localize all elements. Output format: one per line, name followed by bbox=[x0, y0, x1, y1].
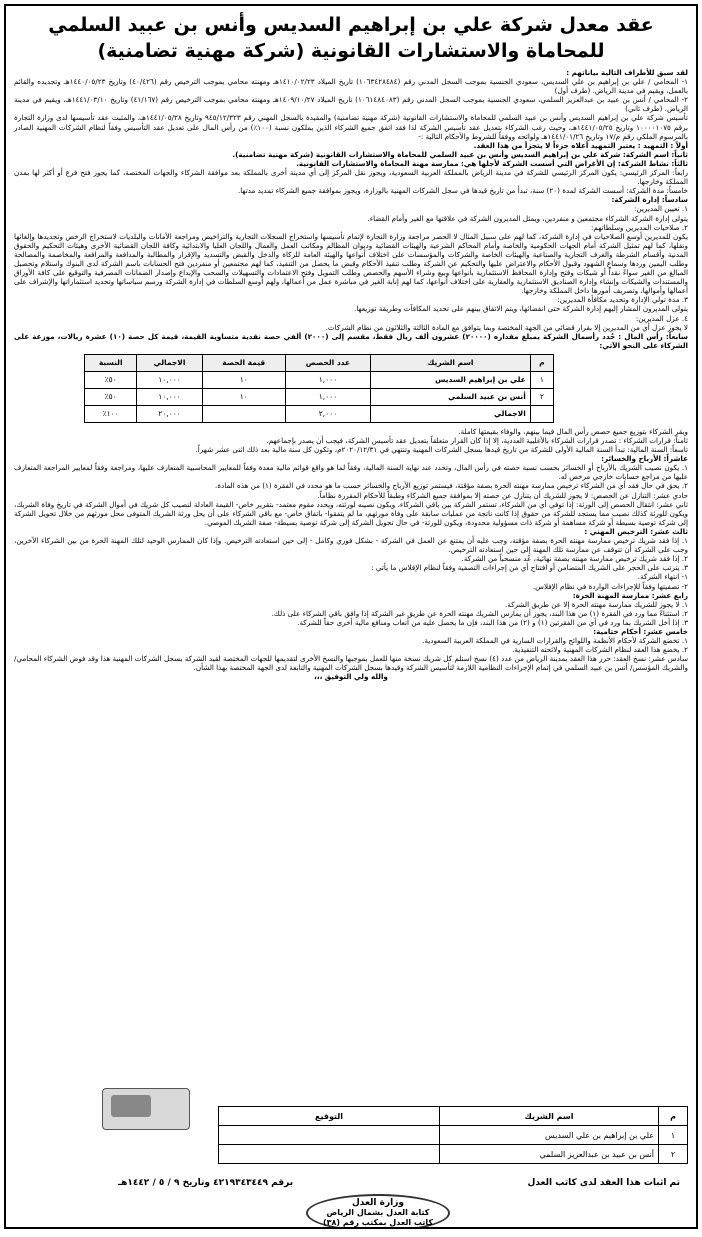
sig-cell-index: ٢ bbox=[659, 1145, 688, 1164]
article-8: ثامناً: قرارات الشركاء : تصدر قرارات الشركاء بالأغلبية العددية، إلا إذا كان القرار متعلقاً بتعديل عقد تأسيس الشركة، فيجب أن يصدر بإجماعهم. bbox=[266, 436, 688, 445]
article-15: خامس عشر: أحكام ختامية: bbox=[593, 626, 688, 636]
cell-total-label: الاجمالي bbox=[371, 405, 531, 422]
article-13-1: ١. إذا فقد شريك ترخيص ممارسة مهنته الحرة بصفة مؤقتة، وجب عليه أن يمتنع عن العمل في الشركة - بشكل فوري وكامل - إلى حين استعادته الترخيص. وإذا كان الممارس الوحيد لتلك المهنة الحرة من بين الشركاء الآخرين، وجب على الشركة أن تتوقف عن ممارسة تلك المهنة إلى حين استعادته الترخيص. bbox=[14, 536, 688, 555]
col-share-value: قيمة الحصة bbox=[202, 354, 285, 371]
notary-seal-icon bbox=[306, 1194, 450, 1229]
article-3: ثالثاً: نشاط الشركة: إن الأغراض التي أسست الشركة لأجلها هي: ممارسة مهنة المحاماة والاستشارات القانونية. bbox=[296, 158, 688, 168]
table-total-row bbox=[85, 405, 554, 422]
article-2: ثانياً: اسم الشركة: شركة علي بن إبراهيم السديس وأنس بن عبيد السلمي للمحاماة والاستشارات القانونية (شركة مهنية تضامنية). bbox=[232, 149, 688, 159]
article-1: أولاً : التمهيد : يعتبر التمهيد أعلاه جزءاً لا يتجزأ من هذا العقد. bbox=[473, 140, 688, 150]
capital-shares-table bbox=[84, 354, 554, 423]
party-2: ٢- المحامي / أنس بن عبيد بن عبدالعزيز السلمي، سعودي الجنسية بموجب السجل المدني رقم (١٠٦١٤٨٤٠٨٣) تاريخ الميلاد ١٤٠٩/١٠/٢٧هـ ومهنته محامي بموجب الترخيص رقم (٤١/١٦٧) وتاريخ ١٤٤١/٠٣/١٠هـ، ويقيم في مدينة الرياض. (طرف ثاني) bbox=[14, 95, 688, 114]
cell-total: ١٠,٠٠٠ bbox=[137, 388, 202, 405]
cell-percent: ٥٠٪ bbox=[85, 371, 137, 388]
cell-total-percent: ١٠٠٪ bbox=[85, 405, 137, 422]
cell-total: ١٠,٠٠٠ bbox=[137, 371, 202, 388]
article-14-2: ٢. استثناءً مما ورد في الفقرة (١) من هذا البند، يجوز أن يمارس الشريك مهنته الحرة عن طريق غير الشركة إذا وافق باقي الشركاء على ذلك. bbox=[271, 608, 688, 618]
seal-office: كتابة العدل بشمال الرياض bbox=[326, 1208, 430, 1217]
document-title bbox=[6, 6, 696, 64]
sig-col-name: اسم الشريك bbox=[440, 1107, 659, 1126]
col-share-count: عدد الحصص bbox=[285, 354, 370, 371]
col-index: م bbox=[530, 354, 553, 371]
article-15-2: ٢. يخضع هذا العقد لنظام الشركات المهنية ولائحته التنفيذية. bbox=[512, 645, 688, 655]
col-total: الاجمالي bbox=[137, 354, 202, 371]
cell-share-value: ١٠ bbox=[202, 388, 285, 405]
article-14-3: ٣. إذا أخل الشريك بما ورد في أي من الفقرتين (١) و (٢) من هذا البند، فإن ما يحصل عليه من أتعاب ومنافع مالية أخرى حقاً للشركة. bbox=[297, 617, 688, 627]
sig-col-signature: التوقيع bbox=[219, 1107, 440, 1126]
article-6-4: ٤. عزل المديرين: bbox=[635, 313, 688, 323]
cell-index: ٢ bbox=[530, 388, 553, 405]
cell-empty bbox=[202, 405, 285, 422]
sig-cell-name: علي بن إبراهيم بن علي السديس bbox=[440, 1126, 659, 1145]
title-line-1: عقد معدل شركة علي بن إبراهيم السديس وأنس بن عبيد السلمي bbox=[48, 14, 654, 36]
notary-note: تم اثبات هذا العقد لدى كاتب العدل bbox=[527, 1178, 680, 1188]
article-13-2: ٢. إذا فقد شريك ترخيص ممارسة مهنته بصفة نهائية، عُد منسحباً من الشركة. bbox=[461, 554, 688, 564]
table-row bbox=[85, 371, 554, 388]
article-13-3: ٣. يترتب على الحجر على الشريك المتضامن أو افتتاح أي من إجراءات التصفية وفقاً لنظام الإفلاس ما يأتي : bbox=[371, 563, 688, 573]
shares-acknowledgement: ويقر الشركاء بتوزيع جميع حصص رأس المال فيما بينهم، والوفاء بقيمتها كاملة. bbox=[458, 426, 688, 436]
article-6-2: ٢. صلاحيات المديرين وسلطاتهم: bbox=[590, 222, 688, 232]
founding-paragraph: تأسيس شركة علي بن إبراهيم السديس وأنس بن عبيد السلمي للمحاماة والاستشارات القانونية (شركة مهنية تضامنية) والمقيدة بالسجل المهني رقم ٩٤٥/١٢/٣٢٣ وتاريخ ١٤٤١/٠٥/٢٨هـ، والمثبت عقد تأسيسها لدى وزارة التجارة برقم ١٠٠٠٠١٠٧٥ وتاريخ ١٤٤١/٠٥/٢٥هـ، وحيث رغب الشركاء بتعديل عقد تأسيس الشركة لذا فقد اتفق جميع الشركاء الذين يملكون نسبة (١٠٠٪) من رأس المال على تعديل عقد التأسيس وفقاً لنظام الشركات المهنية الصادر بالمرسوم الملكي رقم م/١٧ وتاريخ ١٤٤١/٠١/٢٦هـ ولوائحه ووفقاً للشروط والأحكام التالية :- bbox=[14, 113, 688, 141]
article-6-3-text: يتولى المديرون المشار إليهم إدارة الشركة حتى انقضائها، ويتم الاتفاق بينهم على تحديد المكافآت وطريقة توزيعها. bbox=[354, 304, 688, 314]
table-row bbox=[85, 388, 554, 405]
cell-share-value: ١٠ bbox=[202, 371, 285, 388]
cell-index: ١ bbox=[530, 371, 553, 388]
table-row bbox=[219, 1145, 688, 1164]
article-10-1: ١. يكون نصيب الشريك بالأرباح أو الخسائر بحسب نسبة حصته في رأس المال، وتحدد عند نهاية السنة المالية، وفقاً لما هو واقع قوائم مالية معدة وفقاً للمعايير المحاسبية المتعارف عليها، ومراجعة وفقاً لمعايير المراجعة المتعارف عليها من مراجع حسابات خارجي مرخص له. bbox=[14, 463, 688, 482]
sig-col-index: م bbox=[659, 1107, 688, 1126]
cell-share-count: ١,٠٠٠ bbox=[285, 388, 370, 405]
article-12: ثاني عشر: انتقال الحصص إلى الورثة: إذا توفي أي من الشركاء، تستمر الشركة بين باقي الشركاء، ويكون نصيبه لورثته، ويحدد مقوم معتمد- بتقرير خاص- القيمة العادلة لنصيب كل شريك في أموال الشركة في تاريخ وفاة الشريك، ويكون للورثة كذلك نصيب مما يستجد للشركة من حقوق إذا كانت ناتجة من عمليات سابقة على وفاة مورثهم، ما لم يتفقوا- باتفاق خاص- مع باقي الشركاء على أن يحل ورثة الشريك المتوفى محل مورثهم من خلال تحويل الشركة إلى شركة توصية بسيطة أو شركة مساهمة أو شركة ذات مسؤولية محدودة، ويكون للورثة- في حال تحويل الشركة إلى شركة توصية بسيطة- صفة الشريك الموصي. bbox=[14, 499, 688, 527]
cell-empty bbox=[530, 405, 553, 422]
contract-body bbox=[6, 64, 696, 682]
article-13: ثالث عشر: الترخيص المهني : bbox=[584, 526, 688, 536]
article-5: خامساً: مدة الشركة: أسست الشركة لمدة (٢٠) سنة، تبدأ من تاريخ قيدها في سجل الشركات المهنية بالوزارة، ويجوز بموافقة جميع الشركاء تمديد مدتها. bbox=[237, 186, 688, 196]
closing-line: والله ولي التوفيق ،،، bbox=[314, 672, 388, 682]
article-13-3-b: ٢- تصفيتها وفقاً للإجراءات الواردة في نظام الإفلاس. bbox=[532, 581, 688, 591]
seal-notary: كاتب العدل بمكتب رقم (٣٨) bbox=[322, 1218, 434, 1227]
article-6-2-text: يكون للمديرين أوسع الصلاحيات في إدارة الشركة، كما لهم على سبيل المثال لا الحصر مراجعة وزارة التجارة لإتمام تأسيسها واستخراج السجلات التجارية والتراخيص ومراجعة الأمانات والبلديات لاستخراج الرخص وتجديدها وإلغائها ونقلها، كما لهم تمثيل الشركة أمام الجهات الحكومية والخاصة وأمام المحاكم الشرعية والهيئات القضائية وديوان المظالم ومكاتب العمل والعمال واللجان العليا والابتدائية وكافة اللجان القضائية الأخرى وهيئات التحكيم والحقوق المدنية وأقسام الشرطة والغرف التجارية والصناعية والهيئات الخاصة والشركات والمؤسسات على اختلاف أنواعها والهيئة العامة للزكاة والدخل والقبض والتسديد والإقرار والمطالبة والمدافعة والمرافعة والمخاصمة والمصالحة وطلب اليمين وردها وسماع الشهود وقبول الأحكام والاعتراض عليها والتحكيم عن الشركة وطلب تنفيذ الأحكام وقبض ما يحصل من التنفيذ، كما لهم مجتمعين أو منفردين فتح الحسابات باسم الشركة لدى البنوك واستلام وتحصيل المبالغ من الغير سواءً نقداً أو شيكات وفتح وإدارة المحافظ الاستثمارية بأنواعها وبيع وشراء الأسهم والحصص وطلب التمويل وفتح الاعتمادات والتسهيلات والسحب والإيداع وإصدار الضمانات المصرفية والتوقيع على كافة الأوراق والمستندات والشيكات وإنشاء وإدارة الصناديق الاستثمارية والعقارية على اختلاف أنواعها، كما لهم إنابة الغير في مباشرة عمل من أعمالها، ولهم أوسع السلطات في إدارة الشركة ورسم سياساتها وتحديد استثماراتها والإشراف على أعمالها وأموالها، وتصريف أمورها داخل المملكة وخارجها. bbox=[14, 231, 688, 296]
article-14: رابع عشر: ممارسة المهنة الحرة: bbox=[572, 590, 688, 600]
cell-percent: ٥٠٪ bbox=[85, 388, 137, 405]
intro-heading: لقد سبق للأطراف التالية بياناتهم : bbox=[566, 68, 688, 77]
cell-total-shares: ٢,٠٠٠ bbox=[285, 405, 370, 422]
article-6: سادساً: إدارة الشركة: bbox=[611, 195, 688, 205]
article-13-3-a: ١- انتهاء الشركة. bbox=[637, 572, 688, 582]
contract-page bbox=[4, 4, 698, 1229]
col-percent: النسبة bbox=[85, 354, 137, 371]
article-6-4-text: لا يجوز عزل أي من المديرين إلا بقرار قضائي من الجهة المختصة وبما يتوافق مع المادة الثالثة والثلاثون من نظام الشركات. bbox=[325, 322, 688, 332]
sig-cell-name: أنس بن عبيد بن عبدالعزيز السلمي bbox=[440, 1145, 659, 1164]
seal-ministry: وزارة العدل bbox=[351, 1198, 405, 1208]
article-4: رابعاً: المركز الرئيسي: يكون المركز الرئيسي للشركة في مدينة الرياض بالمملكة العربية السعودية، ويجوز نقل المركز إلى أي مدينة أخرى بالمملكة بعد موافقة الشركاء والجهات المختصة، كما يجوز فتح فرع أو أكثر لها بمدن المملكة وخارجها. bbox=[14, 168, 688, 187]
article-15-1: ١. تخضع الشركة لأحكام الأنظمة واللوائح والقرارات السارية في المملكة العربية السعودية. bbox=[422, 636, 688, 646]
cell-total-value: ٢٠,٠٠٠ bbox=[137, 405, 202, 422]
article-7: سابعاً: رأس المال : حُدد رأسمال الشركة بمبلغ مقداره (٢٠٠٠٠) عشرون ألف ريال فقط، مقسم إلى (٢٠٠٠) ألفي حصة نقدية متساوية القيمة، قيمة كل حصة (١٠) عشرة ريالات، موزعة على الشركاء على النحو الآتي: bbox=[14, 331, 688, 350]
article-6-3: ٣. مدة تولي الإدارة وتحديد مكافأة المديرين: bbox=[557, 295, 688, 305]
signature-table bbox=[218, 1106, 688, 1164]
article-9: تاسعاً: السنة المالية: تبدأ السنة المالية الأولى للشركة من تاريخ قيدها بسجل الشركات المهنية وتنتهي في ٢٠٢٠/١٢/٣١م، وتكون كل سنة مالية بعد ذلك اثنى عشر شهراً. bbox=[195, 445, 688, 455]
cell-partner-name: علي بن إبراهيم السديس bbox=[371, 371, 531, 388]
article-6-1: ١. تعيين المديرين: bbox=[634, 204, 688, 214]
title-line-2: للمحاماة والاستشارات القانونية (شركة مهنية تضامنية) bbox=[97, 40, 605, 62]
sig-cell-signature bbox=[219, 1126, 440, 1145]
table-row bbox=[219, 1126, 688, 1145]
party-1: ١- المحامي / علي بن إبراهيم بن علي السديس، سعودي الجنسية بموجب السجل المدني رقم (١٠٦٣٤٢٨٤٨٤) تاريخ الميلاد ١٤١٠/٠٢/٢٣هـ ومهنته محامي بموجب الترخيص رقم (٤٠/٤٢٦) وتاريخ ١٤٤٠/٠٥/٢٣هـ وتجديده والقائم بالعمل، ويقيم في مدينة الرياض. (طرف أول) bbox=[14, 77, 689, 96]
article-14-1: ١. لا يجوز للشريك ممارسة مهنته الحرة إلا عن طريق الشركة. bbox=[504, 599, 688, 609]
cell-partner-name: أنس بن عبيد السلمي bbox=[371, 388, 531, 405]
col-partner-name: اسم الشريك bbox=[371, 354, 531, 371]
sig-cell-signature bbox=[219, 1145, 440, 1164]
sig-cell-index: ١ bbox=[659, 1126, 688, 1145]
article-16: سادس عشر: نسخ العقد: حرر هذا العقد بمدينة الرياض من عدد (٤) نسخ استلم كل شريك نسخة منها للعمل بموجبها والنسخ الأخرى لتقديمها للجهات المختصة لقيد الشركة بسجل الشركات المهنية هذا وقد فوض الشركاء المحامي/ والشريك المؤسس/ أنس بن عبيد السلمي في إتمام الإجراءات النظامية اللازمة لتأسيس الشركة وقيدها بسجل الشركات المهنية والتابعة لدى الجهة المختصة بهذا الشأن. bbox=[14, 654, 688, 673]
article-6-1-text: يتولى إدارة الشركة الشركاء مجتمعين و منفردين، ويمثل المديرون الشركة في علاقتها مع الغير وأمام القضاء. bbox=[367, 213, 688, 223]
article-11: حادي عشر: التنازل عن الحصص: لا يجوز للشريك أن يتنازل عن حصته إلا بموافقة جميع الشركاء وطبقاً للأحكام المقررة نظاماً. bbox=[317, 490, 688, 500]
notary-number-date: برقم ٤٢١٩٣٤٣٤٤٩ وتاريخ ٩ / ٥ / ١٤٤٢هـ bbox=[118, 1178, 294, 1188]
article-10-2: ٢. يحق في حال فقد أي من الشركاء ترخيص ممارسة مهنته الحرة بصفة مؤقتة، فيستمر توزيع الأرباح والخسائر حسب ما هو محدد في الفقرة (١) من هذه المادة. bbox=[214, 481, 688, 491]
ministry-stamp-icon bbox=[102, 1088, 190, 1130]
article-10: عاشراً: الأرباح والخسائر: bbox=[601, 454, 688, 464]
cell-share-count: ١,٠٠٠ bbox=[285, 371, 370, 388]
